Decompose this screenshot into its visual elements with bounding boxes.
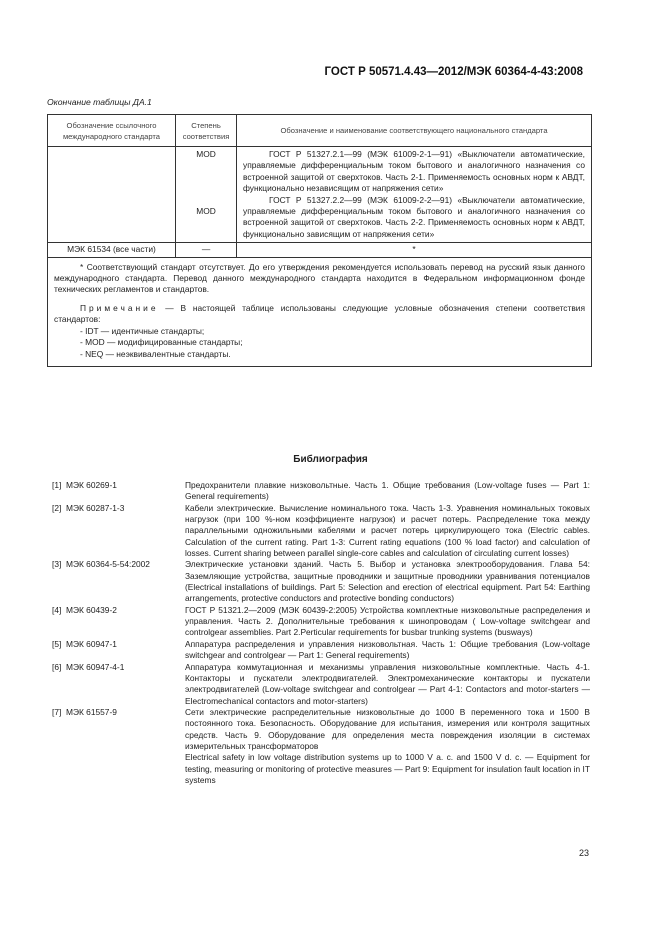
- col-header-degree: Степень соответствия: [176, 115, 237, 147]
- bib-entry: [52, 503, 590, 560]
- national-standard: ГОСТ Р 51327.2.1—99 (МЭК 61009-2-1—91) «Выключатели автоматические, управляемые дифференциальным током бытового и аналогичного назначения со встроенной защитой от сверхтоков. Часть 2-1. Применяемость основных норм к АВДТ, функционально независящим от напряжения сети»: [243, 149, 585, 194]
- degree-cell: [176, 147, 237, 243]
- note: [54, 303, 585, 326]
- bib-ref: [6] МЭК 60947-4-1: [52, 661, 125, 672]
- footnote: * Соответствующий стандарт отсутствует. До его утверждения рекомендуется использовать перевод на русский язык данного международного стандарта. Перевод данного международного стандарта находится в Федеральном информационном фонде технических регламентов и стандартов.: [54, 261, 585, 295]
- bib-text: ГОСТ Р 51321.2—2009 (МЭК 60439-2:2005) Устройства комплектные низковольтные распределения и управления. Часть 2. Дополнительные требования к шинопроводам ( Low-voltage switchgear and controlgear assemblies. Part 2.Perticular requirements for busbar trunking systems (busways): [185, 604, 590, 638]
- bib-text: Кабели электрические. Вычисление номинального тока. Часть 1-3. Уравнения номинальных токовых нагрузок (при 100 %-ном коэффициенте нагрузок) и расчет потерь. Распределение тока между параллельными одножильными кабелями и расчет потерь циркулирующего тока (Electric cables. Calculation of the current rating. Part 1-3: Current rating equations (100 % load factor) and calculation of losses. Current sharing between parallel single-core cables and calculation of circulating current losses): [185, 502, 590, 559]
- ref-cell: МЭК 61534 (все части): [48, 243, 176, 257]
- ref-cell: [48, 147, 176, 243]
- bib-ref: [4] МЭК 60439-2: [52, 604, 117, 615]
- bib-entry: [52, 559, 590, 604]
- degree-value: MOD: [196, 149, 216, 159]
- bib-text: Аппаратура коммутационная и механизмы управления низковольтные комплектные. Часть 4-1. Контакторы и пускатели электродвигателей. Электромеханические контакторы и пускатели электродвигателей (Low-voltage switchgear and controlgear — Part 4-1: Contactors and motor-starters — Electromechanical contactors and motor-starters): [185, 661, 590, 706]
- bib-ref: [1] МЭК 60269-1: [52, 480, 117, 490]
- note-label: Примечание: [80, 302, 159, 313]
- table-footnote-row: [48, 257, 592, 366]
- bib-text: Сети электрические распределительные низковольтные до 1000 В переменного тока и 1500 В постоянного тока. Безопасность. Оборудование для испытания, измерения или контроля защитных средств. Часть 9. Оборудование для определения места повреждения изоляции в системах измерительных трансформаторов: [185, 706, 590, 751]
- note-item: - IDT — идентичные стандарты;: [80, 325, 205, 336]
- note-item: - NEQ — неэквивалентные стандарты.: [80, 348, 231, 359]
- bib-ref: [3] МЭК 60364-5-54:2002: [52, 559, 150, 570]
- bib-text: Предохранители плавкие низковольтные. Часть 1. Общие требования (Low-voltage fuses — Part 1: General requirements): [185, 480, 590, 502]
- bib-ref: [7] МЭК 61557-9: [52, 706, 117, 717]
- col-header-ref: Обозначение ссылочного международного стандарта: [48, 115, 176, 147]
- bibliography-title: Библиография: [293, 454, 368, 465]
- table-row: [48, 147, 592, 243]
- bibliography-list: [52, 480, 590, 786]
- table-header-row: [48, 115, 592, 147]
- bib-entry: [52, 707, 590, 786]
- correspondence-table: [47, 114, 592, 367]
- bib-text-block: [185, 707, 590, 786]
- bib-ref: [2] МЭК 60287-1-3: [52, 502, 125, 513]
- document-header: ГОСТ Р 50571.4.43—2012/МЭК 60364-4-43:2008: [324, 66, 583, 78]
- bib-entry: [52, 662, 590, 707]
- page-number: 23: [578, 848, 589, 858]
- bib-ref: [5] МЭК 60947-1: [52, 638, 117, 649]
- note-item: - MOD — модифицированные стандарты;: [80, 337, 243, 348]
- national-cell: [237, 147, 592, 243]
- bib-text-en: Electrical safety in low voltage distribution systems up to 1000 V a. c. and 1500 V d. c. — Equipment for testing, measuring or monitoring of protective measures — Part 9: Equipment for insulation fault location in IT systems: [185, 752, 590, 785]
- degree-cell: —: [176, 243, 237, 257]
- national-standard: ГОСТ Р 51327.2.2—99 (МЭК 61009-2-2—91) «Выключатели автоматические, управляемые дифференциальным током бытового и аналогичного назначения со встроенной защитой от сверхтоков. Часть 2-2. Применяемость основных норм к АВДТ, функционально зависящим от напряжения сети»: [243, 194, 585, 239]
- bib-entry: [52, 605, 590, 639]
- bib-text: Аппаратура распределения и управления низковольтная. Часть 1: Общие требования (Low-voltage switchgear and controlgear — Part 1: General requirements): [185, 638, 590, 661]
- col-header-national: Обозначение и наименование соответствующего национального стандарта: [237, 115, 592, 147]
- note-text: — В настоящей таблице использованы следующие условные обозначения степени соответствия стандартов:: [54, 302, 585, 325]
- bib-entry: [52, 639, 590, 662]
- degree-value: MOD: [196, 206, 216, 216]
- table-row: [48, 243, 592, 257]
- table-caption: Окончание таблицы ДА.1: [47, 97, 152, 107]
- bib-entry: [52, 480, 590, 503]
- national-cell: *: [237, 243, 592, 257]
- bib-text: Электрические установки зданий. Часть 5. Выбор и установка электрооборудования. Глава 54: Заземляющие устройства, защитные проводники и защитные проводники уравнивания потенциалов (Electrical installations of buildings. Part 5: Selection and erection of electrical equipment. Part 54: Earthing arrangements, protective conductors and protective bonding conductors): [185, 559, 590, 604]
